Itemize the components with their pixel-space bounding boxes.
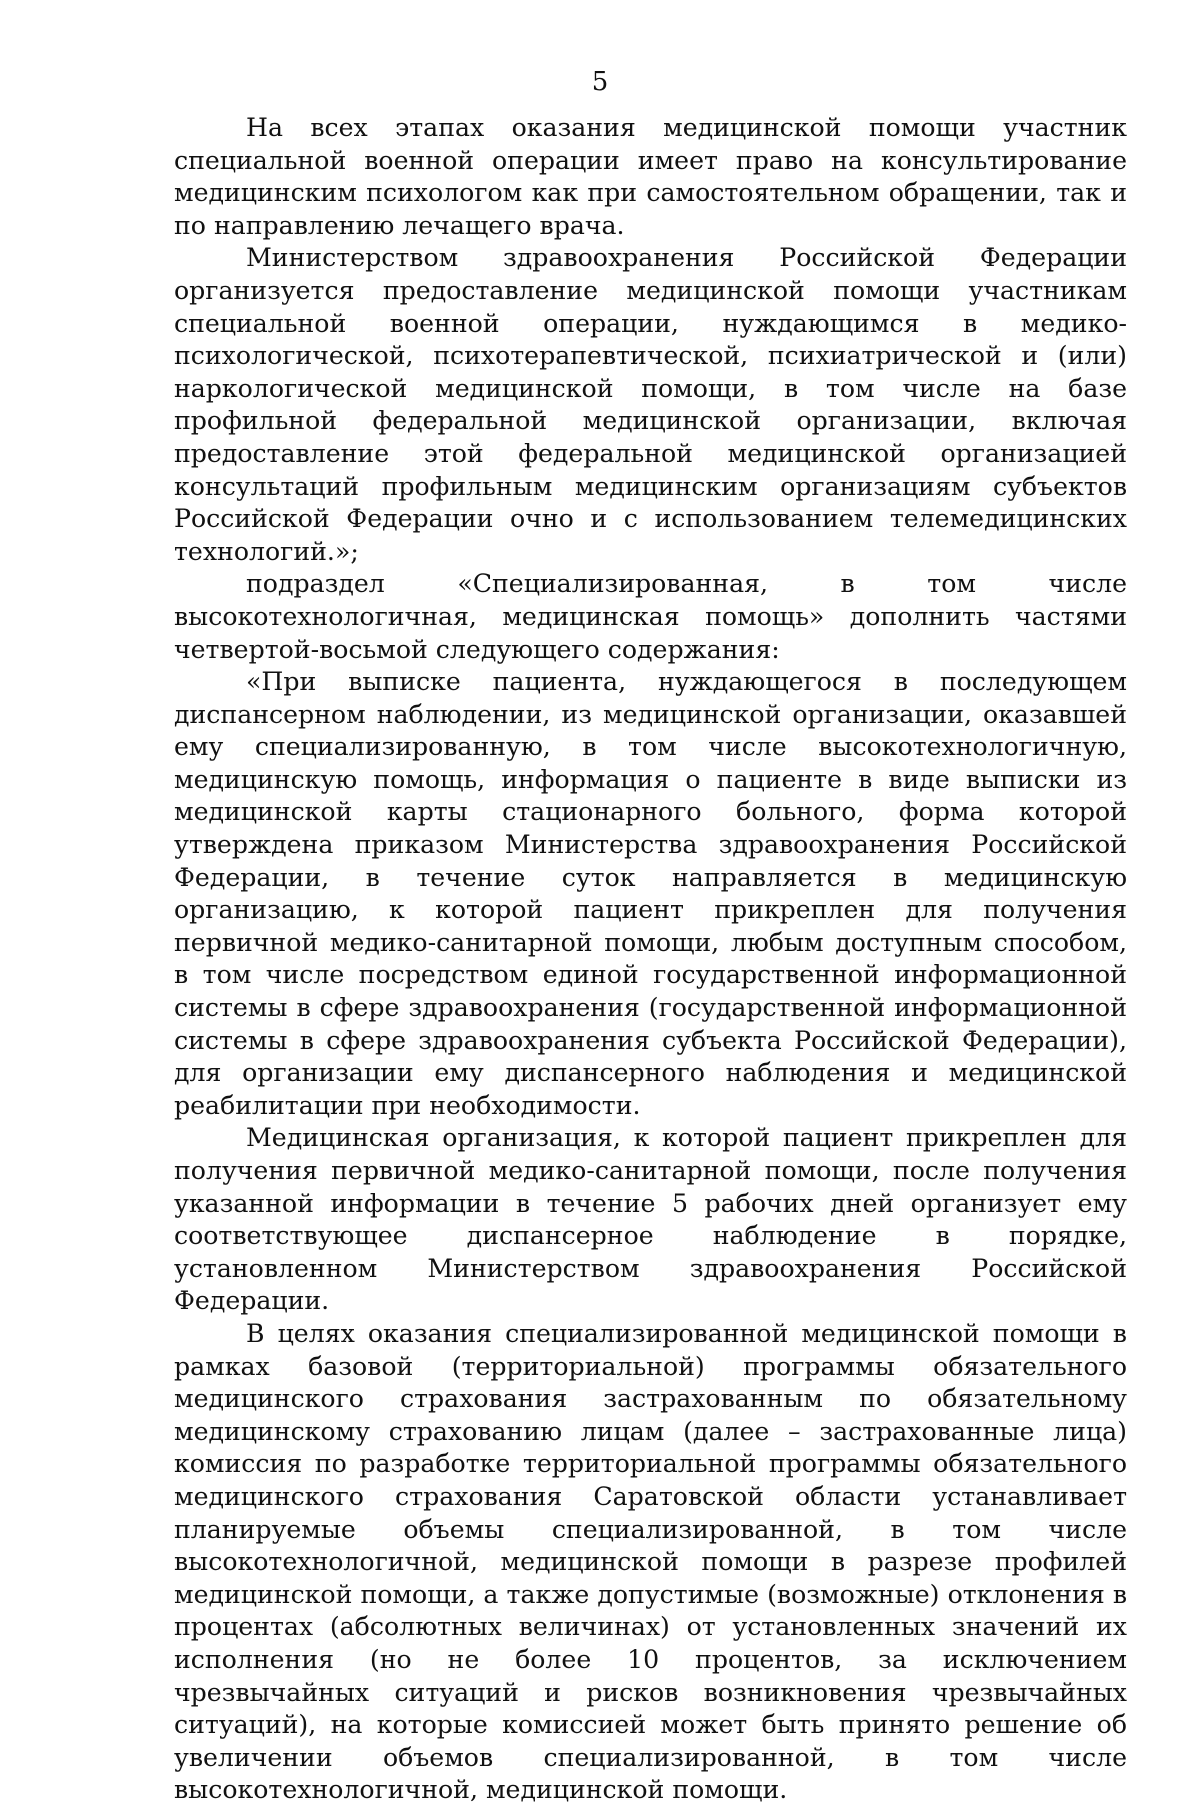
page-number: 5	[591, 67, 609, 97]
paragraph: Медицинская организация, к которой пациент прикреплен для получения первичной медико-санитарной помощи, после получения указанной информации в течение 5 рабочих дней организует ему соответствующее диспансерное наблюдение в порядке, установленном Министерством здравоохранения Российской Федерации.	[174, 1123, 1127, 1316]
document-body	[174, 112, 1127, 1807]
paragraph: На всех этапах оказания медицинской помощи участник специальной военной операции имеет право на консультирование медицинским психологом как при самостоятельном обращении, так и по направлению лечащего врача.	[174, 113, 1127, 240]
paragraph: подраздел «Специализированная, в том числе высокотехнологичная, медицинская помощь» дополнить частями четвертой-восьмой следующего содержания:	[174, 569, 1127, 664]
paragraph: Министерством здравоохранения Российской Федерации организуется предоставление медицинской помощи участникам специальной военной операции, нуждающимся в медико-психологической, психотерапевтической, психиатрической и (или) наркологической медицинской помощи, в том числе на базе профильной федеральной медицинской организации, включая предоставление этой федеральной медицинской организацией консультаций профильным медицинским организациям субъектов Российской Федерации очно и с использованием телемедицинских технологий.»;	[174, 243, 1127, 566]
paragraph: В целях оказания специализированной медицинской помощи в рамках базовой (территориальной) программы обязательного медицинского страхования застрахованным по обязательному медицинскому страхованию лицам (далее – застрахованные лица) комиссия по разработке территориальной программы обязательного медицинского страхования Саратовской области устанавливает планируемые объемы специализированной, в том числе высокотехнологичной, медицинской помощи в разрезе профилей медицинской помощи, а также допустимые (возможные) отклонения в процентах (абсолютных величинах) от установленных значений их исполнения (но не более 10 процентов, за исключением чрезвычайных ситуаций и рисков возникновения чрезвычайных ситуаций), на которые комиссией может быть принято решение об увеличении объемов специализированной, в том числе высокотехнологичной, медицинской помощи.	[174, 1318, 1127, 1805]
paragraph: «При выписке пациента, нуждающегося в последующем диспансерном наблюдении, из медицинской организации, оказавшей ему специализированную, в том числе высокотехнологичную, медицинскую помощь, информация о пациенте в виде выписки из медицинской карты стационарного больного, форма которой утверждена приказом Министерства здравоохранения Российской Федерации, в течение суток направляется в медицинскую организацию, к которой пациент прикреплен для получения первичной медико-санитарной помощи, любым доступным способом, в том числе посредством единой государственной информационной системы в сфере здравоохранения (государственной информационной системы в сфере здравоохранения субъекта Российской Федерации), для организации ему диспансерного наблюдения и медицинской реабилитации при необходимости.	[174, 667, 1127, 1120]
